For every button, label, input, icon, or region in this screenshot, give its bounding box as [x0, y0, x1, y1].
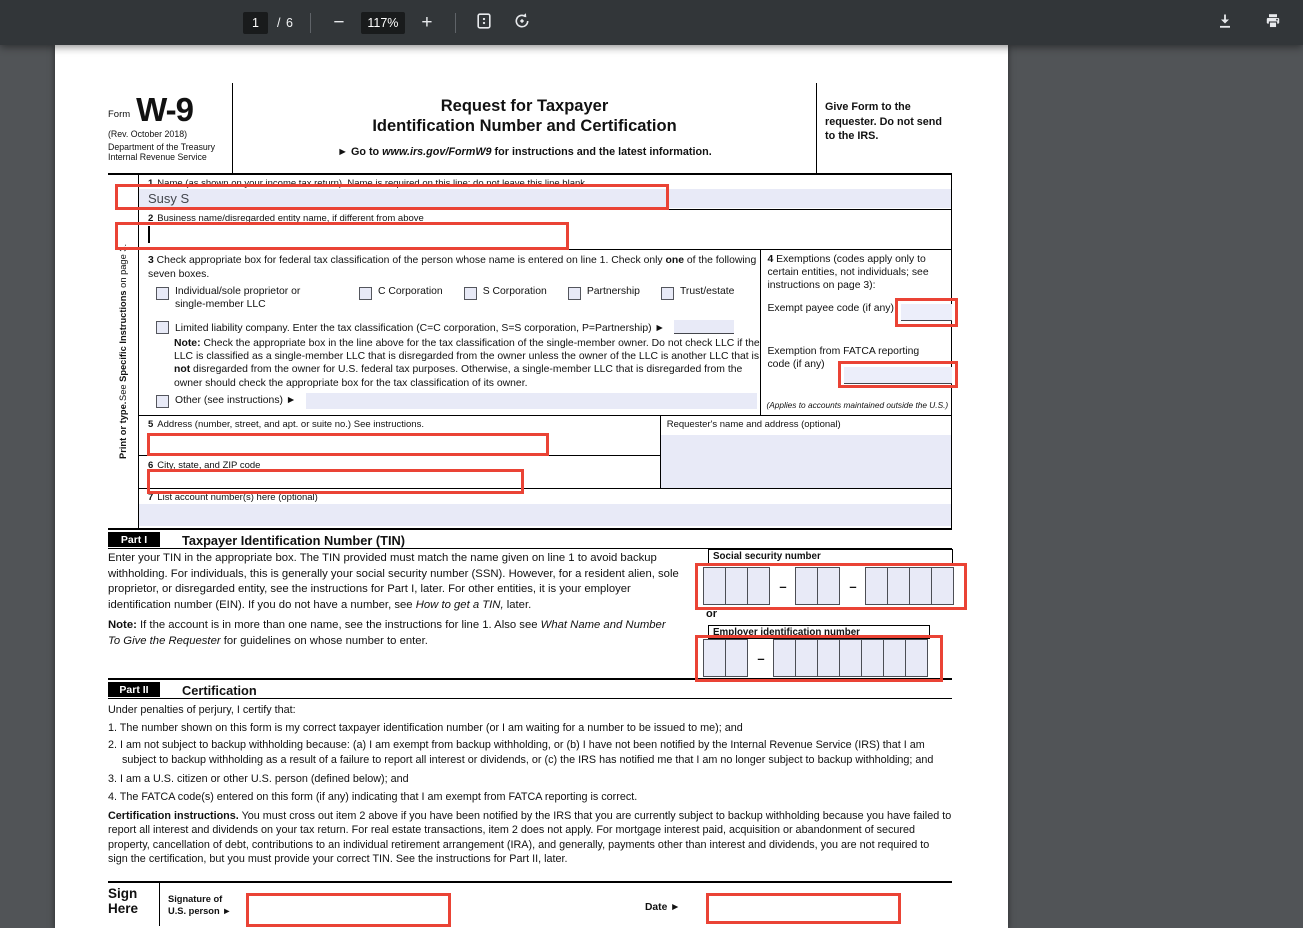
goto-instructions — [233, 146, 816, 158]
sidebar-text-post: on page 3. — [118, 243, 128, 291]
line5-line6-row — [139, 416, 951, 489]
date-field[interactable] — [706, 893, 901, 924]
line3-column — [139, 250, 760, 415]
form-word: Form — [108, 109, 131, 121]
line5-number: 5 — [148, 419, 154, 430]
part1-body-post: later. — [503, 598, 532, 611]
part1-paragraph — [108, 551, 679, 613]
ein-digit-cell[interactable] — [795, 639, 818, 677]
c-corporation-checkbox[interactable] — [359, 287, 372, 300]
other-row — [139, 393, 760, 409]
partnership-checkbox[interactable] — [568, 287, 581, 300]
other-checkbox[interactable] — [156, 395, 169, 408]
ein-digit-cell[interactable] — [905, 639, 928, 677]
llc-classification-field[interactable] — [674, 320, 734, 334]
name-field[interactable]: Susy S — [139, 189, 951, 208]
part1-tag: Part I — [108, 532, 160, 547]
give-form-note: Give Form to the requester. Do not send to the IRS. — [825, 101, 942, 142]
part2-body — [108, 699, 952, 881]
ssn-digit-cell[interactable] — [887, 567, 910, 605]
fatca-label-line1: Exemption from FATCA reporting — [767, 346, 920, 357]
ein-digit-cell[interactable] — [817, 639, 840, 677]
line3-label-pre: Check appropriate box for federal tax classification of the person whose name is entered on line 1. Check only — [156, 255, 666, 266]
w9-form — [108, 83, 952, 926]
form-body — [108, 175, 952, 528]
trust-estate-checkbox[interactable] — [661, 287, 674, 300]
rotate-counterclockwise-icon — [513, 12, 531, 34]
or-label: or — [706, 608, 717, 620]
toolbar-divider — [455, 13, 456, 33]
toolbar-right-controls — [1213, 0, 1285, 45]
part1-text — [108, 549, 693, 678]
part1-title: Taxpayer Identification Number (TIN) — [182, 533, 406, 548]
print-button[interactable] — [1261, 11, 1285, 35]
part1-note — [108, 618, 679, 649]
line5-label-text: Address (number, street, and apt. or suite no.) See instructions. — [157, 419, 424, 430]
cert-instructions-text: You must cross out item 2 above if you have been notified by the IRS that you are currently subject to backup withholding because you have failed to report all interest and dividends on your tax return. For real estate transactions, item 2 does not apply. For mortgage interest paid, acquisition or abandonment of secured property, cancellation of debt, contributions to an individual retirement arrangement (IRA), and generally, payments other than interest and dividends, you are not required to sign the certification, but you must provide your correct TIN. See the instructions for Part II, later. — [108, 810, 952, 865]
llc-checkbox[interactable] — [156, 321, 169, 334]
fatca-label-line2: code (if any) — [767, 359, 825, 370]
line6-label-text: City, state, and ZIP code — [157, 460, 261, 471]
pdf-page — [55, 45, 1008, 928]
certification-intro: Under penalties of perjury, I certify that: — [108, 704, 296, 716]
line3-note — [139, 337, 760, 390]
sidebar-text-pre: See — [118, 381, 128, 401]
toolbar-controls — [243, 11, 534, 35]
part1-body-italic: How to get a TIN, — [415, 598, 504, 611]
part1-note-pre: If the account is in more than one name, see the instructions for line 1. Also see — [136, 619, 541, 631]
line4-label-text: Exemptions (codes apply only to certain entities, not individuals; see instructions on page 3): — [767, 254, 929, 291]
exempt-payee-label: Exempt payee code (if any) — [767, 303, 894, 314]
requester-column — [660, 416, 951, 488]
pdf-toolbar — [0, 0, 1303, 45]
line5-highlight-frame — [147, 433, 549, 456]
ssn-digit-cell[interactable] — [795, 567, 818, 605]
line7-row — [139, 489, 951, 528]
line6-highlight-frame — [147, 469, 524, 494]
form-fields-area — [138, 175, 952, 528]
line7-number: 7 — [148, 492, 154, 503]
s-corporation-label: S Corporation — [482, 286, 547, 297]
line4-number: 4 — [767, 254, 774, 265]
here-word: Here — [108, 901, 139, 916]
part1-header — [108, 528, 952, 549]
line5-label — [139, 416, 660, 430]
cert-instructions-bold: Certification instructions. — [108, 810, 239, 823]
zoom-out-button[interactable]: − — [327, 11, 351, 35]
certification-instructions — [108, 809, 952, 866]
requester-label: Requester's name and address (optional) — [666, 419, 841, 430]
ein-digit-cell[interactable] — [725, 639, 748, 677]
part1-body — [108, 549, 952, 678]
toolbar-divider — [310, 13, 311, 33]
ssn-label: Social security number — [708, 549, 953, 564]
page-number-input[interactable]: 1 — [243, 12, 268, 34]
ein-digit-cell[interactable] — [839, 639, 862, 677]
part1-note-italic: What Name and Number To Give the Requester — [108, 619, 666, 647]
zoom-in-button[interactable]: + — [415, 11, 439, 35]
line1-highlight-frame — [115, 184, 669, 210]
line1-number: 1 — [148, 178, 154, 189]
line3-label — [139, 250, 760, 281]
sign-here-row — [108, 881, 952, 926]
note-bold2: not — [174, 364, 191, 376]
line1-row — [139, 175, 951, 210]
ein-dash: – — [757, 650, 765, 666]
individual-label: Individual/sole proprietor or single-member LLC — [175, 286, 301, 310]
c-corporation-label: C Corporation — [378, 286, 443, 297]
part2-title: Certification — [182, 683, 257, 698]
ssn-digit-cell[interactable] — [909, 567, 932, 605]
zoom-level-input[interactable]: 117% — [361, 12, 405, 34]
line3-number: 3 — [148, 255, 154, 266]
download-button[interactable] — [1213, 11, 1237, 35]
ein-digit-cell[interactable] — [861, 639, 884, 677]
llc-label: Limited liability company. Enter the tax classification (C=C corporation, S=S corporation, P=Partnership) ► — [175, 323, 665, 334]
goto-pre: ► Go to — [337, 146, 383, 158]
form-number: W-9 — [136, 91, 194, 128]
other-field[interactable] — [306, 393, 757, 409]
page-count-label: / 6 — [277, 15, 294, 30]
note-post: disregarded from the owner for U.S. federal tax purposes. Otherwise, a single-member LLC that is disregarded from the owner should check the appropriate box for the tax classification of its owner. — [174, 364, 743, 389]
ssn-digit-cell[interactable] — [747, 567, 770, 605]
signature-label — [168, 893, 231, 917]
ssn-dash: – — [849, 578, 857, 594]
form-title-line2: Identification Number and Certification — [372, 117, 677, 135]
part2-tag: Part II — [108, 682, 160, 697]
fit-to-page-icon — [475, 12, 493, 34]
fatca-code-field[interactable] — [844, 367, 952, 384]
irs-url: www.irs.gov/FormW9 — [382, 146, 492, 158]
sidebar-text-bold: Specific Instructions — [118, 290, 128, 382]
ssn-digit-cell[interactable] — [817, 567, 840, 605]
certification-item-1: 1. The number shown on this form is my correct taxpayer identification number (or I am waiting for a number to be issued to me); and — [108, 722, 743, 735]
line2-row — [139, 210, 951, 250]
classification-checkboxes — [139, 286, 760, 311]
applies-note: (Applies to accounts maintained outside the U.S.) — [766, 400, 949, 410]
download-icon — [1216, 12, 1234, 34]
s-corporation-checkbox[interactable] — [464, 287, 477, 300]
date-label: Date ► — [645, 902, 681, 913]
sign-word: Sign — [108, 886, 138, 901]
signature-label-line1: Signature of — [168, 894, 223, 904]
fit-to-page-button[interactable] — [472, 11, 496, 35]
checkbox-item-c-corp — [359, 286, 443, 311]
partnership-label: Partnership — [586, 286, 640, 297]
line1-label-text: Name (as shown on your income tax return). Name is required on this line; do not leave this line blank. — [157, 178, 588, 189]
certification-item-2: 2. I am not subject to backup withholding because: (a) I am exempt from backup withholding, or (b) I have not been notified by the Internal Revenue Service (IRS) that I am subject to backup withholding as a result of a failure to report all interest or dividends, or (c) the IRS has notified me that I am no longer subject to backup withholding; and — [108, 739, 934, 766]
signature-field[interactable] — [246, 893, 451, 927]
form-id-block — [108, 83, 233, 173]
form-irs: Internal Revenue Service — [108, 152, 207, 163]
line3-line4-row — [139, 250, 951, 416]
certification-item-3: 3. I am a U.S. citizen or other U.S. person (defined below); and — [108, 772, 409, 785]
rotate-button[interactable] — [510, 11, 534, 35]
line7-label-text: List account number(s) here (optional) — [157, 492, 318, 503]
ssn-digit-cell[interactable] — [865, 567, 888, 605]
line2-label-text: Business name/disregarded entity name, if different from above — [157, 213, 424, 224]
part1-note-post: for guidelines on whose number to enter. — [220, 634, 428, 647]
tin-column — [693, 549, 952, 678]
signature-label-line2: U.S. person ► — [168, 906, 232, 916]
form-dept: Department of the Treasury — [108, 141, 216, 152]
ssn-dash: – — [779, 578, 787, 594]
note-pre: Check the appropriate box in the line above for the tax classification of the single-member owner. Do not check LLC if the LLC is classified as a single-member LLC that is disregarded from the owner unless the owner of the LLC is another LLC that is — [174, 338, 760, 363]
line2-number: 2 — [148, 213, 154, 224]
line6-number: 6 — [148, 460, 154, 471]
ssn-highlight-frame — [695, 563, 967, 610]
checkbox-item-s-corp — [464, 286, 547, 311]
line3-label-bold: one — [665, 255, 685, 266]
goto-post: for instructions and the latest information. — [491, 146, 712, 158]
ein-cells — [703, 639, 940, 677]
line4-label — [761, 250, 951, 292]
requester-field[interactable] — [661, 435, 951, 488]
account-numbers-field[interactable] — [139, 504, 951, 526]
trust-estate-label: Trust/estate — [679, 286, 735, 297]
note-bold: Note: — [174, 338, 201, 349]
part1-body-pre: Enter your TIN in the appropriate box. The TIN provided must match the name given on line 1 to avoid backup withholding. For individuals, this is generally your social security number (SSN). However, for a resident alien, sole proprietor, or disregarded entity, see the instructions for Part I, later. For other entities, it is your employer identification number (EIN). If you do not have a number, see — [108, 552, 679, 611]
line3-label-post: of the following seven boxes. — [148, 255, 757, 280]
llc-row — [139, 320, 760, 334]
checkbox-item-partnership — [568, 286, 640, 311]
print-icon — [1264, 12, 1282, 34]
ssn-digit-cell[interactable] — [931, 567, 954, 605]
checkbox-item-individual — [156, 286, 338, 311]
exempt-payee-highlight-frame — [895, 298, 958, 327]
ein-digit-cell[interactable] — [773, 639, 796, 677]
form-header — [108, 83, 952, 175]
ein-highlight-frame — [695, 635, 943, 682]
ssn-cells — [703, 567, 964, 605]
other-label: Other (see instructions) ► — [175, 395, 297, 407]
form-title-line1: Request for Taxpayer — [440, 97, 609, 115]
sign-here-label — [108, 883, 160, 926]
certification-item-4: 4. The FATCA code(s) entered on this form (if any) indicating that I am exempt from FATCA reporting is correct. — [108, 791, 638, 804]
form-title-block — [233, 83, 817, 173]
form-revision: (Rev. October 2018) — [108, 129, 188, 140]
sidebar-bold-text: Print or type. — [118, 401, 128, 460]
individual-checkbox[interactable] — [156, 287, 169, 300]
ein-label: Employer identification number — [708, 625, 930, 639]
fatca-highlight-frame — [838, 361, 958, 388]
exempt-payee-code-field[interactable] — [901, 304, 952, 321]
sidebar-text — [118, 244, 128, 401]
ssn-digit-cell[interactable] — [725, 567, 748, 605]
line2-highlight-frame — [115, 222, 569, 250]
line4-column — [760, 250, 951, 415]
ein-digit-cell[interactable] — [703, 639, 726, 677]
ssn-digit-cell[interactable] — [703, 567, 726, 605]
ein-digit-cell[interactable] — [883, 639, 906, 677]
checkbox-item-trust — [661, 286, 734, 311]
part1-note-bold: Note: — [108, 619, 137, 631]
